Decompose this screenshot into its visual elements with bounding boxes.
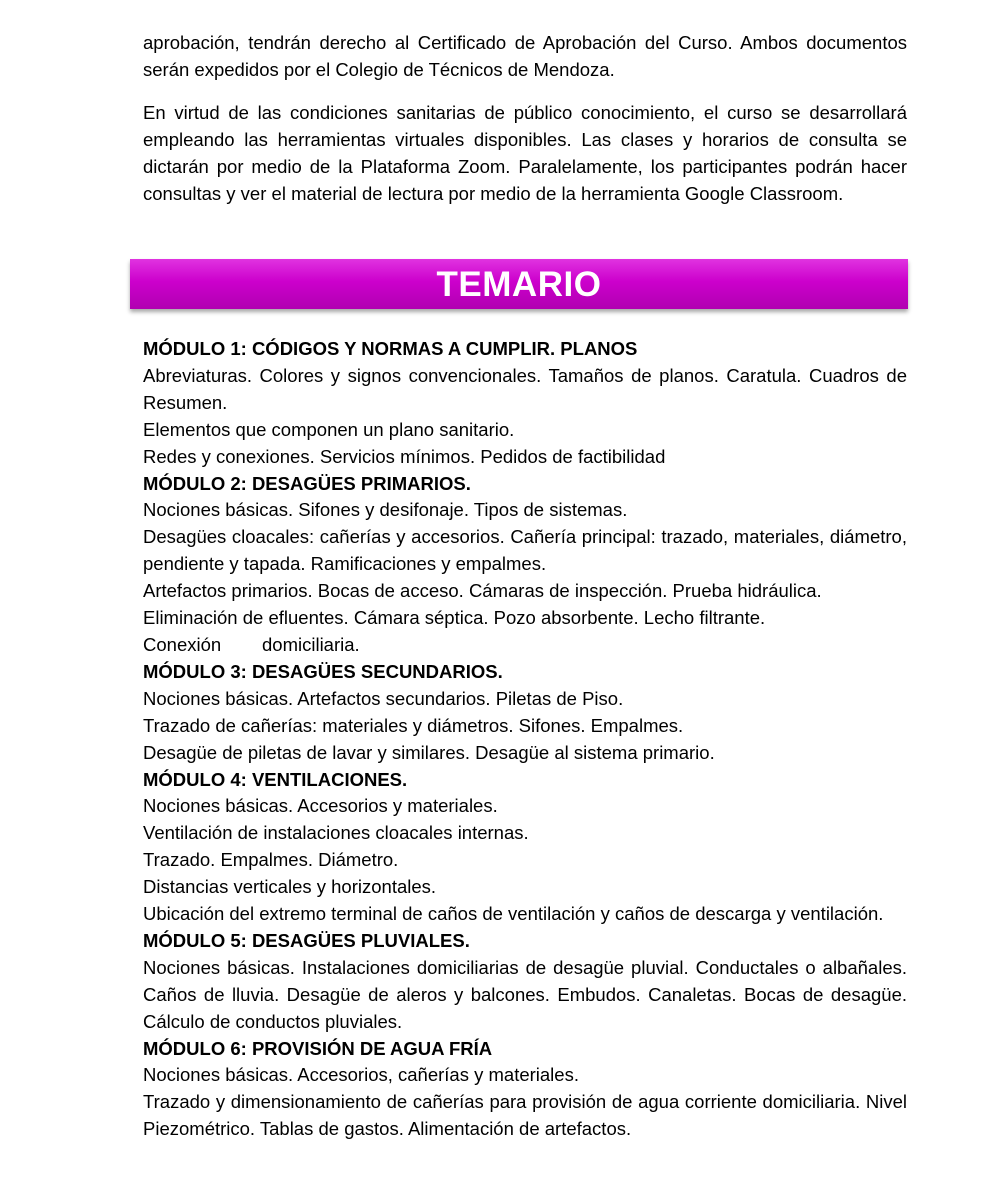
module-line: Eliminación de efluentes. Cámara séptica. Pozo absorbente. Lecho filtrante. [143, 607, 766, 629]
module-line: Nociones básicas. Accesorios y materiales. [143, 795, 498, 817]
intro-paragraph-certificate: aprobación, tendrán derecho al Certificado de Aprobación del Curso. Ambos documentos serán expedidos por el Colegio de Técnicos de Mendoza. [143, 32, 907, 80]
module-6 [143, 1036, 907, 1144]
module-line: Nociones básicas. Artefactos secundarios. Piletas de Piso. [143, 687, 624, 709]
module-line: Trazado y dimensionamiento de cañerías para provisión de agua corriente domiciliaria. Nivel Piezométrico. Tablas de gastos. Alimentación de artefactos. [143, 1091, 907, 1140]
module-line-connection [143, 632, 907, 659]
connection-word: Conexión [143, 633, 222, 655]
module-title: MÓDULO 2: DESAGÜES PRIMARIOS. [143, 472, 471, 494]
syllabus-content [143, 336, 907, 1143]
module-4 [143, 767, 907, 928]
module-5 [143, 928, 907, 1036]
module-line: Redes y conexiones. Servicios mínimos. Pedidos de factibilidad [143, 445, 666, 467]
module-title: MÓDULO 6: PROVISIÓN DE AGUA FRÍA [143, 1037, 493, 1059]
module-line: Desagües cloacales: cañerías y accesorios. Cañería principal: trazado, materiales, diámetro, pendiente y tapada. Ramificaciones y empalmes. [143, 526, 907, 575]
module-title: MÓDULO 4: VENTILACIONES. [143, 768, 408, 790]
module-line: Ventilación de instalaciones cloacales internas. [143, 822, 529, 844]
module-title: MÓDULO 3: DESAGÜES SECUNDARIOS. [143, 660, 503, 682]
module-line: Abreviaturas. Colores y signos convencionales. Tamaños de planos. Caratula. Cuadros de Resumen. [143, 364, 907, 413]
module-line: Nociones básicas. Instalaciones domiciliarias de desagüe pluvial. Conductales o albañales. Caños de lluvia. Desagüe de aleros y balcones. Embudos. Canaletas. Bocas de desagüe. Cálculo de conductos pluviales. [143, 956, 907, 1032]
module-line: Nociones básicas. Sifones y desifonaje. Tipos de sistemas. [143, 499, 628, 521]
module-1 [143, 336, 907, 471]
temario-banner [130, 259, 908, 309]
module-3 [143, 659, 907, 767]
module-line: Distancias verticales y horizontales. [143, 876, 437, 898]
module-line: Trazado. Empalmes. Diámetro. [143, 849, 399, 871]
module-line: Artefactos primarios. Bocas de acceso. Cámaras de inspección. Prueba hidráulica. [143, 580, 822, 602]
module-line: Trazado de cañerías: materiales y diámetros. Sifones. Empalmes. [143, 714, 684, 736]
temario-title: TEMARIO [436, 264, 602, 304]
module-2 [143, 471, 907, 659]
domiciliary-word: domiciliaria. [262, 633, 360, 655]
module-title: MÓDULO 5: DESAGÜES PLUVIALES. [143, 929, 470, 951]
intro-paragraph-virtual-modality: En virtud de las condiciones sanitarias de público conocimiento, el curso se desarrollará empleando las herramientas virtuales disponibles. Las clases y horarios de consulta se dictarán por medio de la Plataforma Zoom. Paralelamente, los participantes podrán hacer consultas y ver el material de lectura por medio de la herramienta Google Classroom. [143, 102, 907, 204]
module-title: MÓDULO 1: CÓDIGOS Y NORMAS A CUMPLIR. PLANOS [143, 338, 638, 359]
module-line: Desagüe de piletas de lavar y similares. Desagüe al sistema primario. [143, 741, 715, 763]
module-line: Elementos que componen un plano sanitario. [143, 418, 515, 440]
module-line: Nociones básicas. Accesorios, cañerías y materiales. [143, 1064, 579, 1086]
module-line: Ubicación del extremo terminal de caños de ventilación y caños de descarga y ventilación. [143, 903, 884, 925]
